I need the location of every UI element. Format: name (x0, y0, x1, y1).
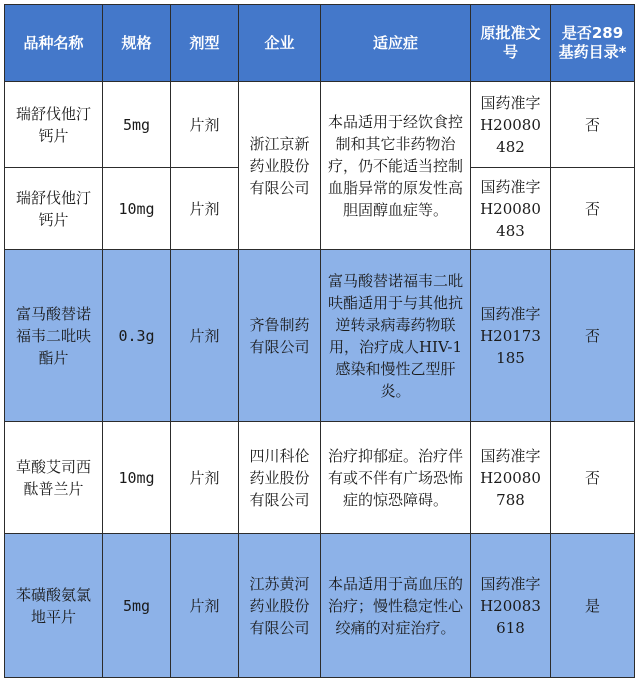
cell-essential: 否 (551, 422, 635, 534)
table-row (5, 534, 635, 678)
cell-indication: 本品适用于经饮食控制和其它非药物治疗，仍不能适当控制血脂异常的原发性高胆固醇血症等。 (321, 82, 471, 250)
cell-approval: 国药准字H20173185 (471, 250, 551, 422)
cell-form: 片剂 (171, 82, 239, 168)
table-row (5, 82, 635, 168)
cell-form: 片剂 (171, 422, 239, 534)
cell-indication: 富马酸替诺福韦二吡呋酯适用于与其他抗逆转录病毒药物联用，治疗成人HIV-1感染和慢性乙型肝炎。 (321, 250, 471, 422)
cell-name: 苯磺酸氨氯地平片 (5, 534, 103, 678)
header-row (5, 5, 635, 82)
cell-essential: 否 (551, 250, 635, 422)
drug-table (4, 4, 635, 678)
header-company: 企业 (239, 5, 321, 82)
cell-spec: 10mg (103, 168, 171, 250)
cell-company: 浙江京新药业股份有限公司 (239, 82, 321, 250)
cell-name: 瑞舒伐他汀钙片 (5, 82, 103, 168)
header-spec: 规格 (103, 5, 171, 82)
cell-form: 片剂 (171, 250, 239, 422)
table-row (5, 422, 635, 534)
header-name: 品种名称 (5, 5, 103, 82)
cell-approval: 国药准字H20080483 (471, 168, 551, 250)
header-form: 剂型 (171, 5, 239, 82)
cell-indication: 本品适用于高血压的治疗；慢性稳定性心绞痛的对症治疗。 (321, 534, 471, 678)
cell-approval: 国药准字H20080788 (471, 422, 551, 534)
cell-name: 富马酸替诺福韦二吡呋酯片 (5, 250, 103, 422)
cell-company: 江苏黄河药业股份有限公司 (239, 534, 321, 678)
cell-indication: 治疗抑郁症。治疗伴有或不伴有广场恐怖症的惊恐障碍。 (321, 422, 471, 534)
cell-essential: 是 (551, 534, 635, 678)
cell-form: 片剂 (171, 534, 239, 678)
header-approval: 原批准文号 (471, 5, 551, 82)
table-row (5, 250, 635, 422)
cell-essential: 否 (551, 168, 635, 250)
header-essential: 是否289基药目录* (551, 5, 635, 82)
cell-spec: 10mg (103, 422, 171, 534)
cell-company: 齐鲁制药有限公司 (239, 250, 321, 422)
cell-spec: 5mg (103, 534, 171, 678)
cell-name: 瑞舒伐他汀钙片 (5, 168, 103, 250)
cell-company: 四川科伦药业股份有限公司 (239, 422, 321, 534)
cell-form: 片剂 (171, 168, 239, 250)
cell-essential: 否 (551, 82, 635, 168)
cell-name: 草酸艾司西酞普兰片 (5, 422, 103, 534)
cell-approval: 国药准字H20083618 (471, 534, 551, 678)
cell-spec: 5mg (103, 82, 171, 168)
cell-spec: 0.3g (103, 250, 171, 422)
cell-approval: 国药准字H20080482 (471, 82, 551, 168)
header-indication: 适应症 (321, 5, 471, 82)
